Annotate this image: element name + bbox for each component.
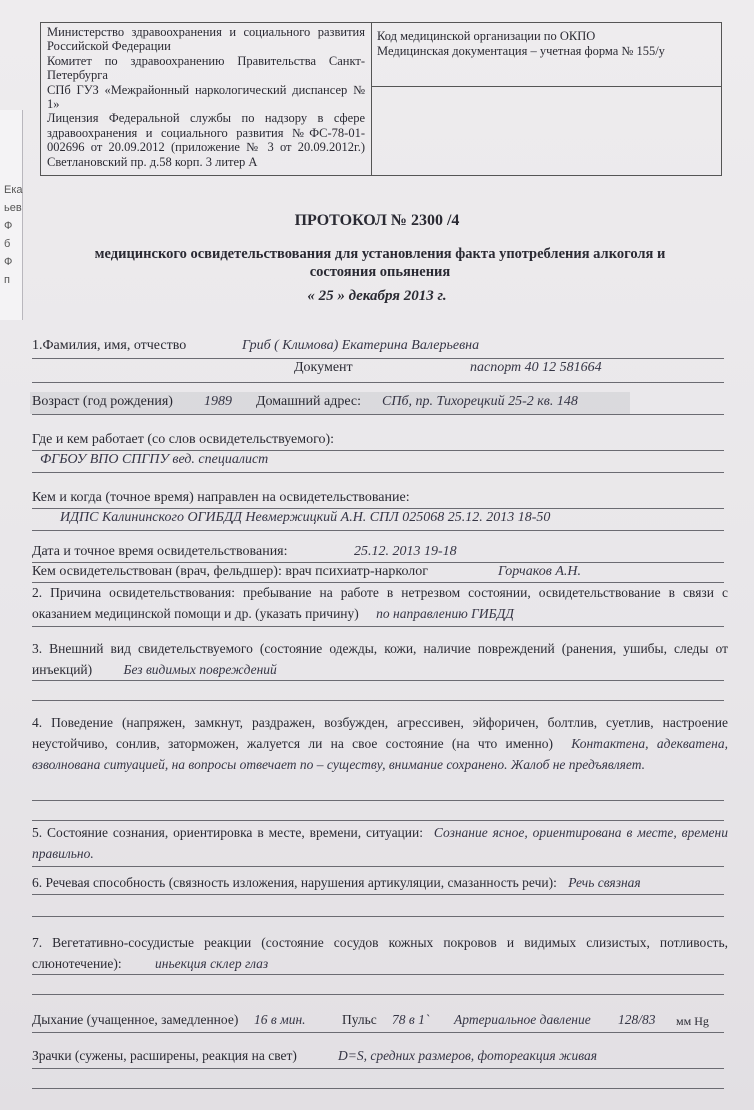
document-label: Документ [294,360,353,375]
sent-value: ИДПС Калининского ОГИБДД Невмержицкий А.Н. СПЛ 025068 25.12. 2013 18-50 [60,510,551,525]
pressure-value: 128/83 [618,1012,656,1027]
vitals-row [32,1012,732,1028]
pulse-value: 78 в 1` [392,1012,430,1027]
edge-fragment: Ф [4,220,13,232]
vegetative-label: 7. Вегетативно-сосудистые реакции (состояние сосудов кожных покровов и видимых слизистых, потливость, слюнотечение): [32,935,728,971]
vegetative-block [32,932,728,974]
breath-label: Дыхание (учащенное, замедленное) [32,1012,239,1027]
appearance-block [32,638,728,680]
age-value: 1989 [204,394,232,409]
address-label: Домашний адрес: [256,394,362,409]
pupils-label: Зрачки (сужены, расширены, реакция на свет) [32,1048,297,1063]
committee-line: Комитет по здравоохранению Правительства Санкт-Петербурга [47,53,365,83]
institution-block [47,25,365,169]
fio-value: Гриб ( Климова) Екатерина Валерьевна [242,338,480,353]
consciousness-value: Сознание ясное, ориентирована в месте, времени правильно. [32,825,728,861]
address-value: СПб, пр. Тихорецкий 25-2 кв. 148 [382,394,578,409]
appearance-label: 3. Внешний вид свидетельствуемого (состояние одежды, кожи, наличие повреждений (ранения, ушибы, следы от инъекций) [32,641,728,677]
form-info-block [377,29,717,59]
age-label: Возраст (год рождения) [32,394,173,409]
pupils-value: D=S, средних размеров, фотореакция живая [338,1048,598,1063]
reason-label: 2. Причина освидетельствования: пребывание на работе в нетрезвом состоянии, освидетельствование в связи с оказанием медицинской помощи и др. (указать причину) [32,585,728,621]
exam-time-row [32,544,732,560]
edge-fragment: Ф [4,256,13,268]
consciousness-label: 5. Состояние сознания, ориентировка в месте, времени, ситуации: [32,825,423,840]
vegetative-value: иньекция склер глаз [155,956,269,971]
work-value: ФГБОУ ВПО СПГПУ вед. специалист [40,452,269,467]
edge-fragment: п [4,274,10,286]
pressure-label: Артериальное давление [454,1012,591,1027]
sent-label: Кем и когда (точное время) направлен на освидетельствование: [32,490,410,505]
behavior-label: 4. Поведение (напряжен, замкнут, раздражен, возбужден, агрессивен, эйфоричен, болтлив, суетлив, настроение неустойчиво, сонлив, заторможен, жалуется ли на свое состояние (на что именно) [32,715,728,751]
form-label: Медицинская документация – учетная форма № 155/у [377,44,665,58]
reason-value: по направлению ГИБДД [376,606,514,621]
pressure-unit: мм Hg [676,1014,709,1028]
pulse-label: Пульс [342,1012,377,1027]
edge-fragment: ьев [4,202,22,214]
okpo-label: Код медицинской организации по ОКПО [377,29,596,43]
header-box [40,22,722,176]
speech-label: 6. Речевая способность (связность изложения, нарушения артикуляции, смазанность речи): [32,875,557,890]
appearance-value: Без видимых повреждений [123,662,277,677]
examiner-value: Горчаков А.Н. [498,564,581,579]
protocol-date: « 25 » декабря 2013 г. [307,288,447,304]
edge-fragment: б [4,238,11,250]
exam-time-label: Дата и точное время освидетельствования: [32,544,288,559]
speech-block [32,872,728,893]
exam-time-value: 25.12. 2013 19-18 [354,544,457,559]
pupils-row [32,1048,732,1064]
speech-value: Речь связная [568,875,641,890]
ministry-line: Министерство здравоохранения и социального развития Российской Федерации [47,25,365,54]
protocol-number: ПРОТОКОЛ № 2300 /4 [294,212,460,229]
behavior-block [32,712,728,775]
edge-fragment: Ека [4,184,23,196]
clinic-line: СПб ГУЗ «Межрайонный наркологический диспансер № 1» [47,82,365,112]
work-label: Где и кем работает (со слов освидетельствуемого): [32,432,335,447]
reason-block [32,582,728,624]
age-row [32,394,732,410]
examiner-row [32,564,732,580]
fio-row [32,338,732,354]
consciousness-block [32,822,728,864]
fio-label: 1.Фамилия, имя, отчество [32,338,187,353]
license-line: Лицензия Федеральной службы по надзору в сфере здравоохранения и социального развития №ФС-78-01-002696 от 20.09.2012 (приложение № 3 от 20.09.2012г.) Светлановский пр. д.58 корп. 3 литер А [47,111,365,169]
examiner-label: Кем освидетельствован (врач, фельдшер): врач психиатр-нарколог [32,564,428,579]
protocol-subtitle: медицинского освидетельствования для установления факта употребления алкоголя и состояния опьянения [94,246,666,280]
breath-value: 16 в мин. [254,1012,306,1027]
behavior-value: Контактена, адекватена, взволнована ситуацией, на вопросы отвечает по – существу, внимание сохранено. Жалоб не предъявляет. [32,736,728,772]
document-value: паспорт 40 12 581664 [470,360,602,375]
